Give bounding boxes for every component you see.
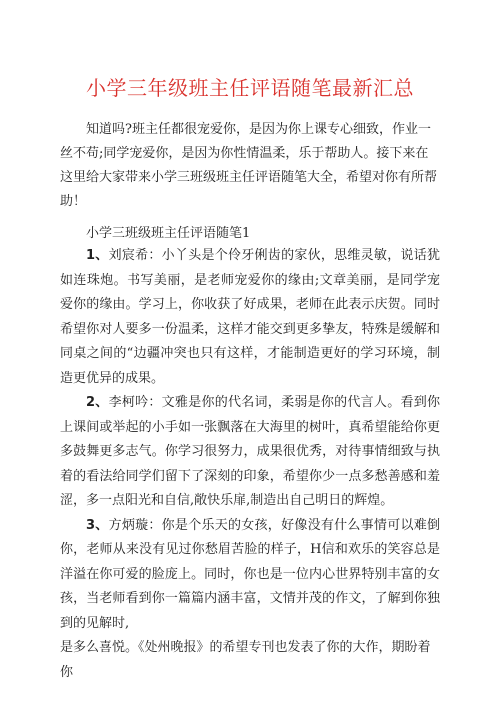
section-heading: 小学三班级班主任评语随笔1: [86, 226, 251, 241]
entry-number: 1、: [86, 248, 109, 263]
entry-text: 方炳璇：你是个乐天的女孩，好像没有什么事情可以难倒你，老师从来没有见过你愁眉苦脸的样子，H信和欢乐的笑容总是洋溢在你可爱的脸庞上。同时，你也是一位内心世界特别丰富的女孩，当老师看到你一篇篇内涵丰富，文情并茂的作文，了解到你独到的见解时,: [60, 517, 440, 631]
entry-number: 2、: [86, 395, 109, 410]
intro-paragraph: [60, 118, 440, 214]
comment-entry: [60, 391, 440, 514]
comment-entry: [60, 514, 440, 637]
document-title: 小学三年级班主任评语随笔最新汇总: [86, 76, 414, 100]
entry-number: 3、: [86, 517, 109, 533]
entry-text: 李柯吟：文雅是你的代名词，柔弱是你的代言人。看到你上课间或举起的小手如一张飘落在大海里的树叶，真希望能给你更多鼓舞更多志气。你学习很努力，成果很优秀，对待事情细致与执着的看法给同学们留下了深刻的印象，希望你少一点多愁善感和羞涩，多一点阳光和自信,敞快乐扉,制造出自己明日的辉煌。: [60, 395, 440, 508]
intro-text: 知道吗?班主任都很宠爱你，是因为你上课专心细致，作业一丝不苟;同学宠爱你，是因为你性情温柔，乐于帮助人。接下来在这里给大家带来小学三班级班主任评语随笔大全，希望对你有所帮助！: [60, 122, 438, 209]
entry-text: 刘宸希：小丫头是个伶牙俐齿的家伙，思维灵敏，说话犹如连珠炮。书写美丽，是老师宠爱你的缘由;文章美丽，是同学宠爱你的缘由。学习上，你收获了好成果，老师在此表示庆贺。同时希望你对人要多一份温柔，这样才能交到更多挚友，特殊是缓解和同桌之间的“边疆冲突也只有这样，才能制造更好的学习环境，制造更优异的成果。: [60, 248, 440, 386]
continuation-line: 是多么喜悦。《处州晚报》的希望专刊也发表了你的大作，期盼着你: [60, 640, 431, 680]
comment-entry: [60, 244, 440, 391]
comment-list: [60, 244, 440, 685]
